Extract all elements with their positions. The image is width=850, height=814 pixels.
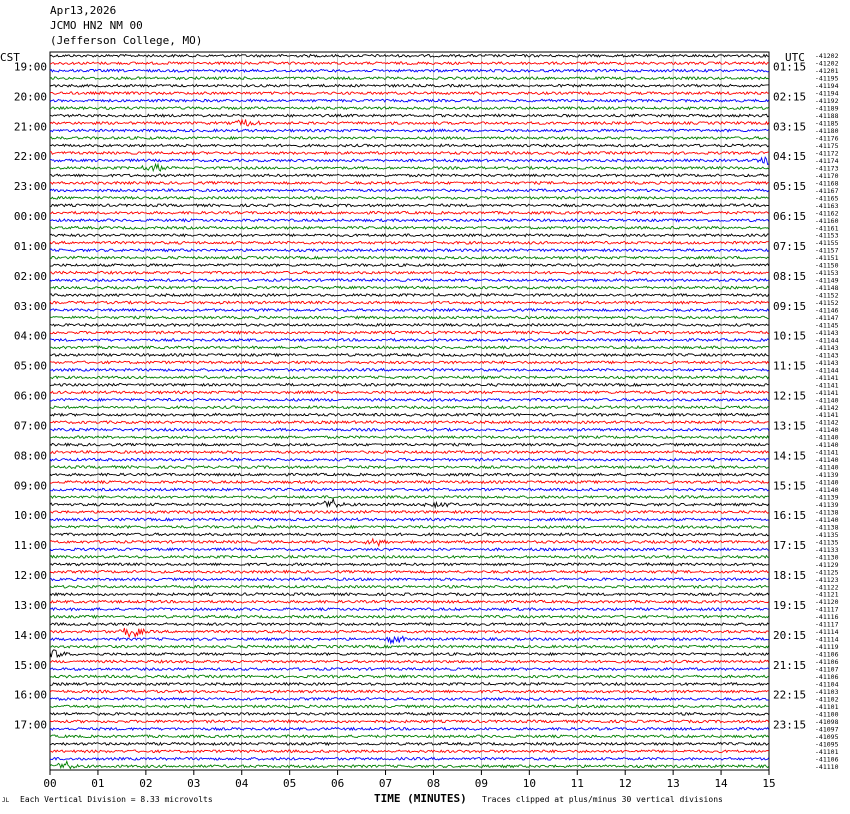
header-station: JCMO HN2 NM 00 xyxy=(50,19,143,32)
seismic-trace xyxy=(50,331,769,334)
seismic-trace xyxy=(50,556,769,559)
left-hour-label: 07:00 xyxy=(13,419,47,433)
x-tick-label: 02 xyxy=(139,777,153,790)
right-hour-label: 17:15 xyxy=(773,539,807,553)
trace-offset-label: -41125 xyxy=(815,568,839,577)
seismic-trace xyxy=(50,204,769,207)
seismic-trace xyxy=(50,144,769,147)
trace-offset-label: -41152 xyxy=(815,291,839,300)
footer-logo: JL xyxy=(2,797,10,804)
clip-note: Traces clipped at plus/minus 30 vertical divisions xyxy=(482,795,723,804)
trace-offset-label: -41135 xyxy=(815,538,839,547)
trace-offset-label: -41116 xyxy=(815,613,839,622)
left-hour-label: 00:00 xyxy=(13,210,47,224)
seismic-trace xyxy=(50,636,769,643)
x-tick-label: 08 xyxy=(426,777,441,790)
seismic-trace xyxy=(50,750,769,753)
seismic-trace xyxy=(50,413,769,416)
right-hour-label: 21:15 xyxy=(773,658,807,672)
trace-offset-label: -41143 xyxy=(815,328,839,337)
left-hour-label: 22:00 xyxy=(13,150,47,164)
trace-offset-label: -41110 xyxy=(815,762,839,771)
seismic-trace xyxy=(50,496,769,499)
trace-offset-label: -41189 xyxy=(815,104,839,113)
trace-offset-label: -41139 xyxy=(815,471,839,480)
seismic-trace xyxy=(50,286,769,289)
trace-offset-label: -41202 xyxy=(815,52,839,61)
right-hour-label: 23:15 xyxy=(773,718,807,732)
x-tick-label: 06 xyxy=(330,777,345,790)
seismic-trace xyxy=(50,346,769,349)
right-hour-label: 07:15 xyxy=(773,239,807,253)
seismic-trace xyxy=(50,152,769,155)
header-location: (Jefferson College, MO) xyxy=(50,34,203,47)
seismic-trace xyxy=(50,212,769,215)
left-hour-label: 11:00 xyxy=(13,539,47,553)
trace-offset-label: -41130 xyxy=(815,553,839,562)
trace-offset-label: -41153 xyxy=(815,231,839,240)
seismic-trace xyxy=(50,164,769,171)
trace-offset-label: -41144 xyxy=(815,366,839,375)
seismic-trace xyxy=(50,668,769,671)
trace-offset-label: -41119 xyxy=(815,643,839,652)
seismic-trace xyxy=(50,593,769,596)
trace-offset-label: -41192 xyxy=(815,97,839,106)
seismic-trace xyxy=(50,728,769,731)
left-hour-label: 21:00 xyxy=(13,120,47,134)
trace-offset-label: -41114 xyxy=(815,628,839,637)
seismic-trace xyxy=(50,451,769,454)
seismic-trace xyxy=(50,197,769,200)
right-hour-label: 04:15 xyxy=(773,150,807,164)
seismic-trace xyxy=(50,645,769,648)
trace-offset-label: -41152 xyxy=(815,299,839,308)
trace-offset-label: -41140 xyxy=(815,433,839,442)
seismic-trace xyxy=(50,623,769,626)
trace-offset-label: -41135 xyxy=(815,530,839,539)
trace-offset-label: -41104 xyxy=(815,680,839,689)
trace-offset-label: -41146 xyxy=(815,306,839,315)
trace-offset-label: -41097 xyxy=(815,725,839,734)
right-hour-label: 10:15 xyxy=(773,329,807,343)
trace-offset-label: -41140 xyxy=(815,478,839,487)
left-hour-label: 20:00 xyxy=(13,90,47,104)
left-hour-label: 19:00 xyxy=(13,60,47,74)
seismic-trace xyxy=(50,675,769,678)
trace-offset-label: -41145 xyxy=(815,321,839,330)
seismic-trace xyxy=(50,539,769,546)
trace-offset-label: -41141 xyxy=(815,373,839,382)
seismic-trace xyxy=(50,227,769,230)
trace-offset-label: -41122 xyxy=(815,583,839,592)
seismic-trace xyxy=(50,271,769,274)
seismic-trace xyxy=(50,690,769,693)
seismic-trace xyxy=(50,316,769,319)
trace-offset-label: -41150 xyxy=(815,261,839,270)
x-tick-label: 00 xyxy=(43,777,57,790)
seismic-trace xyxy=(50,114,769,117)
trace-offset-label: -41129 xyxy=(815,560,839,569)
seismic-trace xyxy=(50,256,769,259)
x-tick-label: 15 xyxy=(762,777,776,790)
left-hour-label: 12:00 xyxy=(13,569,47,583)
trace-offset-label: -41141 xyxy=(815,411,839,420)
trace-offset-label: -41153 xyxy=(815,269,839,278)
seismic-trace xyxy=(50,578,769,581)
left-hour-label: 06:00 xyxy=(13,389,47,403)
seismic-trace xyxy=(50,683,769,686)
trace-offset-label: -41143 xyxy=(815,351,839,360)
trace-offset-label: -41180 xyxy=(815,127,839,136)
trace-offset-label: -41103 xyxy=(815,687,839,696)
trace-offset-label: -41143 xyxy=(815,343,839,352)
seismic-trace xyxy=(50,600,769,603)
trace-offset-label: -41167 xyxy=(815,186,839,195)
seismic-trace xyxy=(50,107,769,110)
right-hour-label: 01:15 xyxy=(773,60,807,74)
trace-offset-label: -41095 xyxy=(815,732,839,741)
trace-offset-label: -41140 xyxy=(815,463,839,472)
trace-offset-label: -41139 xyxy=(815,500,839,509)
x-tick-label: 14 xyxy=(714,777,728,790)
left-hour-label: 03:00 xyxy=(13,299,47,313)
seismic-trace xyxy=(50,294,769,297)
left-hour-label: 17:00 xyxy=(13,718,47,732)
trace-offset-label: -41107 xyxy=(815,665,839,674)
trace-offset-label: -41121 xyxy=(815,590,839,599)
trace-offset-label: -41149 xyxy=(815,276,839,285)
seismic-trace xyxy=(50,758,769,761)
trace-offset-label: -41106 xyxy=(815,658,839,667)
seismic-trace xyxy=(50,735,769,738)
seismic-trace xyxy=(50,473,769,476)
trace-offset-label: -41173 xyxy=(815,164,839,173)
left-hour-label: 13:00 xyxy=(13,598,47,612)
right-timezone-label: UTC xyxy=(785,51,805,64)
trace-offset-label: -41095 xyxy=(815,740,839,749)
trace-offset-label: -41144 xyxy=(815,336,839,345)
trace-offset-label: -41140 xyxy=(815,426,839,435)
seismic-trace xyxy=(50,586,769,589)
right-hour-label: 08:15 xyxy=(773,269,807,283)
seismic-trace xyxy=(50,421,769,424)
right-hour-label: 05:15 xyxy=(773,180,807,194)
trace-offset-label: -41141 xyxy=(815,448,839,457)
seismic-trace xyxy=(50,458,769,461)
seismic-trace xyxy=(50,120,769,127)
trace-offset-label: -41161 xyxy=(815,224,839,233)
trace-offset-label: -41163 xyxy=(815,201,839,210)
vertical-division-note: Each Vertical Division = 8.33 microvolts xyxy=(20,795,213,804)
right-hour-label: 11:15 xyxy=(773,359,807,373)
trace-offset-label: -41147 xyxy=(815,314,839,323)
trace-offset-label: -41106 xyxy=(815,650,839,659)
trace-offset-label: -41102 xyxy=(815,695,839,704)
trace-offset-label: -41165 xyxy=(815,194,839,203)
trace-offset-label: -41138 xyxy=(815,523,839,532)
seismic-trace xyxy=(50,324,769,327)
seismic-trace xyxy=(50,384,769,387)
right-hour-label: 19:15 xyxy=(773,598,807,612)
seismic-trace xyxy=(50,301,769,304)
seismic-trace xyxy=(50,650,769,657)
right-hour-label: 03:15 xyxy=(773,120,807,134)
left-hour-label: 10:00 xyxy=(13,509,47,523)
trace-offset-label: -41202 xyxy=(815,59,839,68)
left-hour-label: 15:00 xyxy=(13,658,47,672)
trace-offset-label: -41185 xyxy=(815,119,839,128)
trace-offset-label: -41117 xyxy=(815,620,839,629)
right-hour-label: 02:15 xyxy=(773,90,807,104)
left-timezone-label: CST xyxy=(0,51,20,64)
seismic-trace xyxy=(50,705,769,708)
seismic-trace xyxy=(50,499,769,507)
right-hour-label: 14:15 xyxy=(773,449,807,463)
trace-offset-label: -41140 xyxy=(815,441,839,450)
right-hour-label: 16:15 xyxy=(773,509,807,523)
seismic-trace xyxy=(50,62,769,65)
seismic-trace xyxy=(50,84,769,87)
trace-offset-label: -41106 xyxy=(815,755,839,764)
seismic-trace xyxy=(50,309,769,312)
right-hour-label: 13:15 xyxy=(773,419,807,433)
seismic-trace xyxy=(50,608,769,611)
trace-offset-label: -41157 xyxy=(815,246,839,255)
seismic-trace xyxy=(50,219,769,222)
left-hour-label: 05:00 xyxy=(13,359,47,373)
seismic-trace xyxy=(50,526,769,529)
trace-offset-label: -41106 xyxy=(815,673,839,682)
trace-offset-label: -41176 xyxy=(815,134,839,143)
seismic-trace xyxy=(50,339,769,342)
trace-offset-label: -41101 xyxy=(815,747,839,756)
seismic-trace xyxy=(50,511,769,514)
trace-offset-label: -41170 xyxy=(815,171,839,180)
trace-offset-label: -41140 xyxy=(815,396,839,405)
seismic-trace xyxy=(50,174,769,177)
trace-offset-label: -41142 xyxy=(815,403,839,412)
seismic-trace xyxy=(50,354,769,357)
trace-offset-label: -41148 xyxy=(815,284,839,293)
trace-offset-label: -41100 xyxy=(815,710,839,719)
seismic-trace xyxy=(50,548,769,551)
seismic-trace xyxy=(50,571,769,574)
x-axis-title: TIME (MINUTES) xyxy=(374,792,467,805)
trace-offset-label: -41201 xyxy=(815,67,839,76)
seismic-trace xyxy=(50,761,769,768)
seismic-trace xyxy=(50,466,769,469)
seismic-trace xyxy=(50,406,769,409)
trace-offset-label: -41140 xyxy=(815,515,839,524)
x-tick-label: 04 xyxy=(235,777,249,790)
trace-offset-label: -41140 xyxy=(815,456,839,465)
seismic-trace xyxy=(50,743,769,746)
trace-offset-label: -41138 xyxy=(815,508,839,517)
seismic-trace xyxy=(50,92,769,95)
trace-offset-label: -41175 xyxy=(815,141,839,150)
trace-offset-label: -41174 xyxy=(815,156,839,165)
left-hour-label: 16:00 xyxy=(13,688,47,702)
seismic-trace xyxy=(50,428,769,431)
x-tick-label: 13 xyxy=(666,777,680,790)
seismic-trace xyxy=(50,234,769,237)
trace-offset-label: -41151 xyxy=(815,254,839,263)
trace-offset-label: -41120 xyxy=(815,598,839,607)
x-tick-label: 11 xyxy=(570,777,584,790)
seismic-trace xyxy=(50,69,769,72)
x-tick-label: 03 xyxy=(187,777,201,790)
seismic-trace xyxy=(50,563,769,566)
seismic-trace xyxy=(50,99,769,102)
trace-offset-label: -41194 xyxy=(815,82,839,91)
trace-offset-label: -41155 xyxy=(815,239,839,248)
trace-offset-label: -41168 xyxy=(815,179,839,188)
seismic-trace xyxy=(50,241,769,244)
x-tick-label: 09 xyxy=(474,777,489,790)
x-tick-label: 01 xyxy=(91,777,105,790)
seismic-trace xyxy=(50,488,769,491)
x-tick-label: 12 xyxy=(618,777,632,790)
seismic-trace xyxy=(50,698,769,701)
trace-offset-label: -41160 xyxy=(815,216,839,225)
left-hour-label: 08:00 xyxy=(13,449,47,463)
seismic-trace xyxy=(50,129,769,132)
x-tick-label: 10 xyxy=(522,777,536,790)
trace-offset-label: -41188 xyxy=(815,112,839,121)
trace-offset-label: -41139 xyxy=(815,493,839,502)
right-hour-label: 06:15 xyxy=(773,210,807,224)
seismic-trace xyxy=(50,533,769,536)
trace-offset-label: -41172 xyxy=(815,149,839,158)
right-hour-label: 12:15 xyxy=(773,389,807,403)
seismic-trace xyxy=(50,376,769,379)
right-hour-label: 09:15 xyxy=(773,299,807,313)
seismic-trace xyxy=(50,361,769,364)
trace-offset-label: -41162 xyxy=(815,209,839,218)
trace-offset-label: -41117 xyxy=(815,605,839,614)
seismic-trace xyxy=(50,713,769,716)
seismic-trace xyxy=(50,436,769,439)
left-hour-label: 09:00 xyxy=(13,479,47,493)
seismic-trace xyxy=(50,399,769,402)
right-hour-label: 22:15 xyxy=(773,688,807,702)
trace-offset-label: -41123 xyxy=(815,575,839,584)
left-hour-label: 01:00 xyxy=(13,239,47,253)
seismic-trace xyxy=(50,182,769,185)
seismic-trace xyxy=(50,189,769,192)
seismic-trace xyxy=(50,615,769,618)
seismic-trace xyxy=(50,720,769,723)
right-hour-label: 20:15 xyxy=(773,628,807,642)
left-hour-label: 23:00 xyxy=(13,180,47,194)
trace-offset-label: -41195 xyxy=(815,74,839,83)
seismic-trace xyxy=(50,481,769,484)
seismic-trace xyxy=(50,279,769,282)
seismic-trace xyxy=(50,264,769,267)
seismic-trace xyxy=(50,137,769,140)
seismic-trace xyxy=(50,77,769,80)
right-hour-label: 18:15 xyxy=(773,569,807,583)
trace-offset-label: -41194 xyxy=(815,89,839,98)
header-date: Apr13,2026 xyxy=(50,4,117,17)
seismic-trace xyxy=(50,369,769,372)
x-tick-label: 07 xyxy=(378,777,393,790)
seismic-trace xyxy=(50,443,769,446)
trace-offset-label: -41141 xyxy=(815,381,839,390)
seismic-trace xyxy=(50,249,769,252)
seismic-trace xyxy=(50,628,769,637)
trace-offset-label: -41140 xyxy=(815,486,839,495)
trace-offset-label: -41098 xyxy=(815,717,839,726)
seismic-trace xyxy=(50,518,769,521)
trace-offset-label: -41133 xyxy=(815,545,839,554)
left-hour-label: 14:00 xyxy=(13,628,47,642)
trace-offset-label: -41101 xyxy=(815,702,839,711)
seismic-trace xyxy=(50,391,769,394)
left-hour-label: 04:00 xyxy=(13,329,47,343)
seismic-trace xyxy=(50,660,769,663)
trace-offset-label: -41142 xyxy=(815,418,839,427)
trace-offset-label: -41114 xyxy=(815,635,839,644)
trace-offset-label: -41143 xyxy=(815,358,839,367)
right-hour-label: 15:15 xyxy=(773,479,807,493)
left-hour-label: 02:00 xyxy=(13,269,47,283)
trace-offset-label: -41141 xyxy=(815,388,839,397)
x-tick-label: 05 xyxy=(283,777,297,790)
seismic-trace xyxy=(50,55,769,58)
